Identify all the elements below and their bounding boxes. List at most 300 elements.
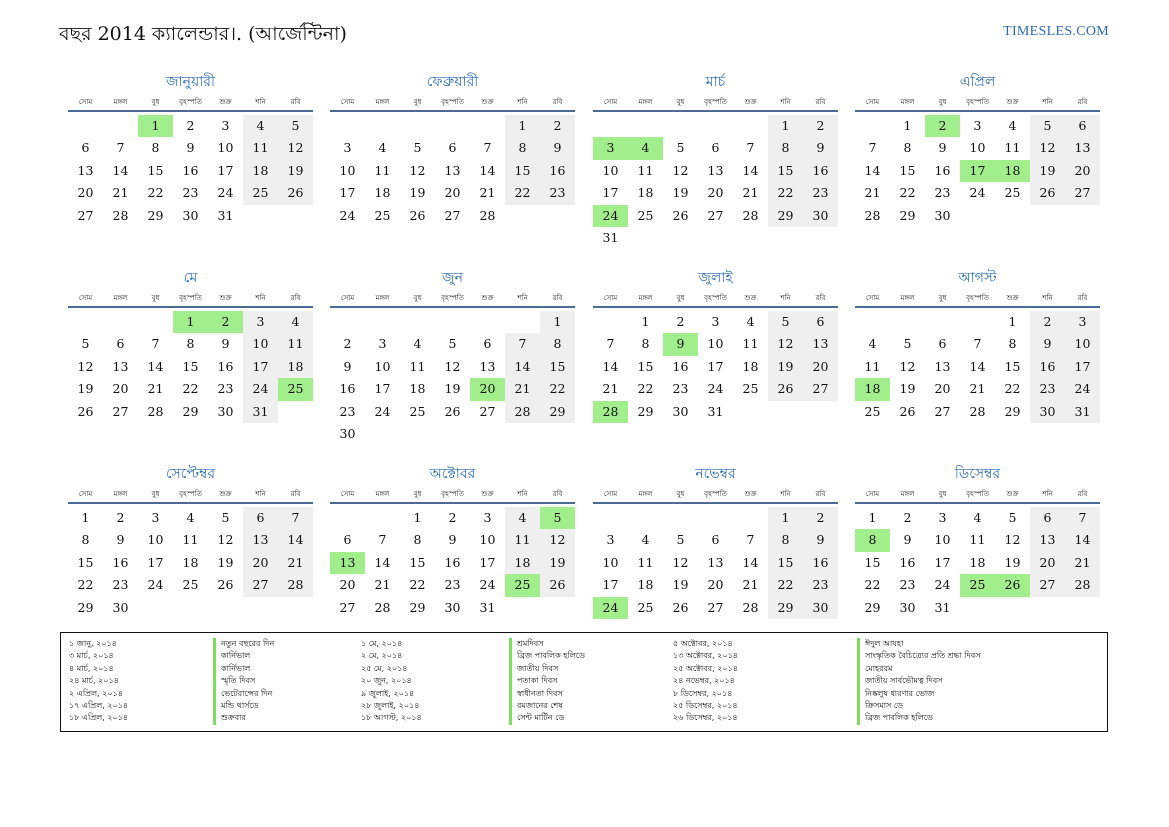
weekday-header bbox=[68, 292, 313, 308]
day-cell: 31 bbox=[934, 599, 951, 615]
day-cell: 30 bbox=[803, 205, 838, 227]
day-cell: 4 bbox=[973, 510, 982, 525]
day-cell: 4 bbox=[378, 140, 387, 156]
day-cell: 15 bbox=[864, 554, 881, 570]
day-cell: 27 bbox=[803, 378, 838, 400]
day-cell: 9 bbox=[540, 137, 575, 159]
day-cell: 12 bbox=[672, 162, 689, 178]
weekday-label: শনি bbox=[780, 294, 791, 302]
day-cell: 22 bbox=[147, 185, 164, 201]
day-cell: 20 bbox=[707, 185, 724, 201]
weekday-label: বৃহস্পতি bbox=[441, 490, 464, 498]
day-grid bbox=[68, 311, 313, 423]
weekday-label: মঙ্গল bbox=[113, 490, 128, 498]
legend-date: ৫ অক্টোবর, ২০১৪ bbox=[673, 639, 733, 648]
day-cell: 6 bbox=[243, 507, 278, 529]
weekday-label: সোম bbox=[340, 294, 355, 302]
day-cell: 19 bbox=[899, 381, 916, 397]
day-cell: 21 bbox=[374, 577, 391, 593]
empty-cell bbox=[925, 311, 960, 333]
day-cell: 9 bbox=[938, 140, 947, 156]
day-cell: 4 bbox=[505, 507, 540, 529]
empty-cell bbox=[435, 115, 470, 137]
legend-date: ১ মে, ২০১৪ bbox=[361, 639, 403, 648]
empty-cell bbox=[330, 507, 365, 529]
day-cell: 14 bbox=[479, 162, 496, 178]
weekday-label: মঙ্গল bbox=[638, 98, 653, 106]
weekday-label: সোম bbox=[865, 98, 880, 106]
day-cell: 27 bbox=[339, 599, 356, 615]
day-cell: 18 bbox=[637, 185, 654, 201]
day-cell: 26 bbox=[1030, 182, 1065, 204]
weekday-label: বৃহস্পতি bbox=[179, 98, 202, 106]
weekday-header bbox=[593, 488, 838, 504]
day-cell: 3 bbox=[221, 118, 230, 133]
empty-cell bbox=[435, 311, 470, 333]
weekday-header bbox=[593, 292, 838, 308]
day-cell: 11 bbox=[864, 358, 881, 374]
day-cell: 25 bbox=[637, 599, 654, 615]
day-cell: 26 bbox=[899, 403, 916, 419]
day-cell: 16 bbox=[182, 162, 199, 178]
day-cell: 26 bbox=[995, 574, 1030, 596]
day-cell: 11 bbox=[409, 358, 426, 374]
day-cell: 16 bbox=[444, 554, 461, 570]
weekday-label: বৃহস্পতি bbox=[441, 98, 464, 106]
day-cell: 12 bbox=[540, 529, 575, 551]
weekday-label: মঙ্গল bbox=[900, 490, 915, 498]
holiday-legend bbox=[60, 632, 1108, 732]
legend-date: ২৬ ডিসেম্বর, ২০১৪ bbox=[673, 713, 738, 723]
day-cell: 6 bbox=[1030, 507, 1065, 529]
legend-holiday-name: রমজানের শেষ bbox=[509, 700, 585, 712]
day-cell: 2 bbox=[448, 510, 457, 525]
day-cell: 10 bbox=[602, 554, 619, 570]
weekday-label: শনি bbox=[517, 490, 528, 498]
day-cell: 9 bbox=[1030, 333, 1065, 355]
month-calendar bbox=[68, 72, 313, 227]
day-cell: 14 bbox=[505, 356, 540, 378]
legend-date: ১৮ এপ্রিল, ২০১৪ bbox=[69, 713, 129, 723]
day-cell: 24 bbox=[243, 378, 278, 400]
weekday-header bbox=[330, 488, 575, 504]
day-cell: 8 bbox=[151, 140, 160, 156]
month-name: ফেব্রুয়ারী bbox=[426, 74, 479, 90]
weekday-label: মঙ্গল bbox=[638, 490, 653, 498]
weekday-label: বৃহস্পতি bbox=[966, 294, 989, 302]
day-cell: 5 bbox=[768, 311, 803, 333]
day-cell: 6 bbox=[1065, 115, 1100, 137]
day-cell: 16 bbox=[803, 552, 838, 574]
day-cell: 7 bbox=[606, 336, 615, 352]
empty-cell bbox=[960, 311, 995, 333]
day-cell: 9 bbox=[663, 333, 698, 355]
day-cell: 30 bbox=[803, 597, 838, 619]
day-cell: 6 bbox=[343, 532, 352, 548]
empty-cell bbox=[628, 507, 663, 529]
day-cell: 6 bbox=[803, 311, 838, 333]
day-cell: 25 bbox=[864, 403, 881, 419]
legend-date: ৩ মার্চ, ২০১৪ bbox=[69, 651, 114, 661]
day-cell: 11 bbox=[278, 333, 313, 355]
day-cell: 10 bbox=[374, 358, 391, 374]
weekday-label: শনি bbox=[255, 490, 266, 498]
day-cell: 5 bbox=[540, 507, 575, 529]
day-cell: 26 bbox=[217, 577, 234, 593]
day-cell: 30 bbox=[1030, 401, 1065, 423]
weekday-label: শনি bbox=[517, 294, 528, 302]
empty-cell bbox=[890, 311, 925, 333]
day-cell: 25 bbox=[182, 577, 199, 593]
day-cell: 15 bbox=[77, 554, 94, 570]
weekday-header bbox=[855, 488, 1100, 504]
day-cell: 27 bbox=[1030, 574, 1065, 596]
day-cell: 4 bbox=[186, 510, 195, 525]
day-cell: 29 bbox=[540, 401, 575, 423]
day-cell: 7 bbox=[1065, 507, 1100, 529]
empty-cell bbox=[855, 115, 890, 137]
day-cell: 15 bbox=[768, 552, 803, 574]
day-cell: 7 bbox=[868, 140, 877, 156]
day-cell: 14 bbox=[742, 162, 759, 178]
day-grid bbox=[330, 311, 575, 445]
day-cell: 18 bbox=[243, 160, 278, 182]
empty-cell bbox=[470, 311, 505, 333]
day-cell: 6 bbox=[448, 140, 457, 156]
day-cell: 10 bbox=[707, 336, 724, 352]
day-cell: 5 bbox=[448, 336, 457, 352]
day-cell: 3 bbox=[483, 510, 492, 525]
day-cell: 25 bbox=[1004, 185, 1021, 201]
legend-date: ১৮ আগস্ট, ২০১৪ bbox=[361, 713, 422, 723]
weekday-label: রবি bbox=[815, 490, 826, 498]
month-name: জুলাই bbox=[698, 270, 733, 286]
legend-holiday-name: মন্ডি থার্সডে bbox=[213, 700, 274, 712]
day-cell: 31 bbox=[217, 207, 234, 223]
day-cell: 2 bbox=[540, 115, 575, 137]
day-cell: 9 bbox=[803, 137, 838, 159]
day-cell: 12 bbox=[768, 333, 803, 355]
day-cell: 23 bbox=[339, 403, 356, 419]
day-cell: 3 bbox=[711, 314, 720, 329]
day-cell: 26 bbox=[77, 403, 94, 419]
weekday-label: বুধ bbox=[413, 490, 422, 498]
day-cell: 23 bbox=[217, 381, 234, 397]
weekday-label: রবি bbox=[552, 490, 563, 498]
day-cell: 1 bbox=[173, 311, 208, 333]
day-cell: 20 bbox=[470, 378, 505, 400]
day-cell: 29 bbox=[768, 597, 803, 619]
day-cell: 21 bbox=[112, 185, 129, 201]
day-cell: 16 bbox=[540, 160, 575, 182]
day-cell: 4 bbox=[868, 336, 877, 352]
site-link[interactable]: TIMESLES.COM bbox=[1003, 24, 1109, 39]
day-cell: 5 bbox=[676, 140, 685, 156]
legend-date: ২ মে, ২০১৪ bbox=[361, 651, 403, 661]
day-cell: 15 bbox=[899, 162, 916, 178]
day-cell: 30 bbox=[182, 207, 199, 223]
day-cell: 3 bbox=[343, 140, 352, 156]
weekday-label: সোম bbox=[340, 490, 355, 498]
weekday-label: শুক্র bbox=[481, 294, 494, 302]
day-cell: 13 bbox=[707, 162, 724, 178]
day-cell: 10 bbox=[147, 532, 164, 548]
weekday-header bbox=[855, 292, 1100, 308]
day-cell: 3 bbox=[606, 532, 615, 548]
day-cell: 15 bbox=[1004, 358, 1021, 374]
legend-date: ২৫ অক্টোবর, ২০১৪ bbox=[673, 663, 738, 673]
day-cell: 21 bbox=[147, 381, 164, 397]
weekday-label: সোম bbox=[865, 294, 880, 302]
day-cell: 22 bbox=[540, 378, 575, 400]
day-cell: 7 bbox=[973, 336, 982, 352]
day-cell: 28 bbox=[147, 403, 164, 419]
weekday-label: বৃহস্পতি bbox=[704, 294, 727, 302]
day-cell: 16 bbox=[803, 160, 838, 182]
day-cell: 30 bbox=[112, 599, 129, 615]
day-cell: 23 bbox=[803, 182, 838, 204]
day-cell: 6 bbox=[116, 336, 125, 352]
day-cell: 13 bbox=[803, 333, 838, 355]
day-grid bbox=[68, 507, 313, 619]
day-cell: 25 bbox=[742, 381, 759, 397]
day-cell: 15 bbox=[409, 554, 426, 570]
weekday-label: বৃহস্পতি bbox=[179, 490, 202, 498]
weekday-label: শনি bbox=[1042, 98, 1053, 106]
day-cell: 18 bbox=[409, 381, 426, 397]
day-cell: 22 bbox=[505, 182, 540, 204]
day-cell: 24 bbox=[593, 597, 628, 619]
day-cell: 2 bbox=[903, 510, 912, 525]
legend-holiday-name: ব্রিজ পাবলিক হলিডে bbox=[509, 650, 585, 662]
day-cell: 29 bbox=[182, 403, 199, 419]
weekday-label: শনি bbox=[780, 490, 791, 498]
day-cell: 9 bbox=[448, 532, 457, 548]
legend-holiday-name: জাতীয় দিবস bbox=[509, 663, 585, 675]
day-cell: 22 bbox=[409, 577, 426, 593]
legend-date: ১৭ এপ্রিল, ২০১৪ bbox=[69, 700, 129, 710]
day-grid bbox=[855, 115, 1100, 227]
empty-cell bbox=[330, 115, 365, 137]
day-cell: 30 bbox=[934, 207, 951, 223]
day-cell: 4 bbox=[628, 137, 663, 159]
legend-date: ২৮ জুলাই, ২০১৪ bbox=[361, 700, 420, 710]
day-cell: 23 bbox=[444, 577, 461, 593]
legend-holiday-name: ভেটেরান্সের দিন bbox=[213, 688, 274, 700]
day-cell: 13 bbox=[479, 358, 496, 374]
day-cell: 31 bbox=[602, 229, 619, 245]
day-cell: 14 bbox=[742, 554, 759, 570]
day-cell: 8 bbox=[855, 529, 890, 551]
day-cell: 24 bbox=[217, 185, 234, 201]
legend-holiday-name: শ্রমদিবস bbox=[509, 638, 585, 650]
day-cell: 11 bbox=[637, 554, 654, 570]
day-cell: 7 bbox=[278, 507, 313, 529]
day-cell: 18 bbox=[278, 356, 313, 378]
legend-holiday-name: কার্নিভাল bbox=[213, 650, 274, 662]
day-cell: 14 bbox=[602, 358, 619, 374]
weekday-label: শুক্র bbox=[1006, 490, 1019, 498]
day-cell: 15 bbox=[768, 160, 803, 182]
weekday-label: মঙ্গল bbox=[900, 294, 915, 302]
legend-date-column bbox=[69, 638, 128, 725]
day-grid bbox=[593, 507, 838, 619]
day-cell: 20 bbox=[707, 577, 724, 593]
day-cell: 27 bbox=[243, 574, 278, 596]
day-cell: 10 bbox=[969, 140, 986, 156]
day-cell: 10 bbox=[243, 333, 278, 355]
day-cell: 22 bbox=[864, 577, 881, 593]
day-cell: 9 bbox=[186, 140, 195, 156]
day-cell: 9 bbox=[343, 358, 352, 374]
day-cell: 17 bbox=[243, 356, 278, 378]
weekday-label: সোম bbox=[603, 98, 618, 106]
month-name: নভেম্বর bbox=[695, 466, 736, 482]
day-cell: 2 bbox=[343, 336, 352, 352]
day-cell: 25 bbox=[409, 403, 426, 419]
day-cell: 7 bbox=[505, 333, 540, 355]
weekday-label: সোম bbox=[78, 294, 93, 302]
day-cell: 17 bbox=[602, 185, 619, 201]
day-cell: 18 bbox=[637, 577, 654, 593]
month-calendar bbox=[855, 464, 1100, 619]
empty-cell bbox=[505, 311, 540, 333]
day-cell: 1 bbox=[768, 115, 803, 137]
legend-holiday-name: নিষ্কলুষ ধারণার ভোজ bbox=[857, 688, 980, 700]
weekday-label: বৃহস্পতি bbox=[966, 98, 989, 106]
empty-cell bbox=[663, 115, 698, 137]
day-cell: 2 bbox=[1030, 311, 1065, 333]
day-cell: 8 bbox=[413, 532, 422, 548]
weekday-header bbox=[593, 96, 838, 112]
weekday-label: রবি bbox=[1077, 490, 1088, 498]
weekday-label: শুক্র bbox=[1006, 98, 1019, 106]
day-cell: 2 bbox=[803, 507, 838, 529]
empty-cell bbox=[733, 115, 768, 137]
weekday-label: রবি bbox=[552, 294, 563, 302]
day-cell: 27 bbox=[1065, 182, 1100, 204]
day-cell: 1 bbox=[138, 115, 173, 137]
day-cell: 19 bbox=[1030, 160, 1065, 182]
empty-cell bbox=[470, 115, 505, 137]
weekday-label: শুক্র bbox=[744, 98, 757, 106]
empty-cell bbox=[365, 115, 400, 137]
day-cell: 20 bbox=[934, 381, 951, 397]
day-cell: 3 bbox=[1065, 311, 1100, 333]
weekday-label: বুধ bbox=[938, 294, 947, 302]
day-cell: 20 bbox=[112, 381, 129, 397]
day-cell: 18 bbox=[374, 185, 391, 201]
legend-date: ২৫ মে, ২০১৪ bbox=[361, 663, 408, 673]
legend-date: ২৪ নভেম্বর, ২০১৪ bbox=[673, 676, 735, 686]
day-cell: 18 bbox=[969, 554, 986, 570]
day-cell: 27 bbox=[707, 599, 724, 615]
legend-holiday-name: ব্রিজ পাবলিক হলিডে bbox=[857, 712, 980, 724]
day-cell: 23 bbox=[934, 185, 951, 201]
day-cell: 12 bbox=[1030, 137, 1065, 159]
day-cell: 17 bbox=[374, 381, 391, 397]
legend-holiday-name: পতাকা দিবস bbox=[509, 675, 585, 687]
empty-cell bbox=[103, 311, 138, 333]
day-cell: 29 bbox=[409, 599, 426, 615]
legend-holiday-name: স্মৃতি দিবস bbox=[213, 675, 274, 687]
day-cell: 28 bbox=[479, 207, 496, 223]
day-cell: 28 bbox=[112, 207, 129, 223]
day-cell: 14 bbox=[864, 162, 881, 178]
day-cell: 7 bbox=[378, 532, 387, 548]
weekday-label: মঙ্গল bbox=[113, 98, 128, 106]
day-cell: 20 bbox=[444, 185, 461, 201]
day-cell: 8 bbox=[186, 336, 195, 352]
month-name: ডিসেম্বর bbox=[954, 466, 1001, 482]
day-cell: 20 bbox=[1030, 552, 1065, 574]
day-cell: 20 bbox=[339, 577, 356, 593]
day-cell: 5 bbox=[1008, 510, 1017, 525]
day-cell: 16 bbox=[112, 554, 129, 570]
day-cell: 21 bbox=[742, 577, 759, 593]
day-grid bbox=[68, 115, 313, 227]
day-cell: 16 bbox=[339, 381, 356, 397]
day-cell: 3 bbox=[938, 510, 947, 525]
day-cell: 27 bbox=[77, 207, 94, 223]
day-cell: 19 bbox=[1004, 554, 1021, 570]
day-cell: 5 bbox=[903, 336, 912, 352]
day-cell: 30 bbox=[672, 403, 689, 419]
day-cell: 21 bbox=[1065, 552, 1100, 574]
legend-name-column bbox=[509, 638, 585, 725]
day-cell: 25 bbox=[505, 574, 540, 596]
day-cell: 29 bbox=[637, 403, 654, 419]
day-cell: 8 bbox=[1008, 336, 1017, 352]
day-cell: 28 bbox=[374, 599, 391, 615]
month-name: আগস্ট bbox=[958, 270, 997, 286]
empty-cell bbox=[68, 115, 103, 137]
day-cell: 27 bbox=[479, 403, 496, 419]
day-cell: 11 bbox=[243, 137, 278, 159]
month-name: জুন bbox=[442, 270, 463, 286]
day-cell: 17 bbox=[934, 554, 951, 570]
legend-holiday-name: কার্নিভাল bbox=[213, 663, 274, 675]
day-cell: 1 bbox=[641, 314, 650, 329]
day-cell: 13 bbox=[330, 552, 365, 574]
day-cell: 19 bbox=[540, 552, 575, 574]
day-cell: 18 bbox=[995, 160, 1030, 182]
month-name: জানুয়ারী bbox=[166, 74, 215, 90]
day-grid bbox=[855, 507, 1100, 619]
day-cell: 8 bbox=[641, 336, 650, 352]
day-cell: 20 bbox=[1065, 160, 1100, 182]
day-cell: 23 bbox=[182, 185, 199, 201]
day-cell: 24 bbox=[374, 403, 391, 419]
day-cell: 18 bbox=[182, 554, 199, 570]
day-cell: 2 bbox=[186, 118, 195, 133]
day-cell: 23 bbox=[112, 577, 129, 593]
day-cell: 14 bbox=[969, 358, 986, 374]
day-cell: 19 bbox=[768, 356, 803, 378]
day-cell: 12 bbox=[409, 162, 426, 178]
day-cell: 28 bbox=[742, 599, 759, 615]
day-cell: 18 bbox=[742, 358, 759, 374]
month-name: মে bbox=[183, 270, 198, 286]
day-cell: 8 bbox=[81, 532, 90, 548]
day-cell: 6 bbox=[938, 336, 947, 352]
day-cell: 11 bbox=[374, 162, 391, 178]
month-calendar bbox=[593, 268, 838, 423]
weekday-label: শনি bbox=[255, 294, 266, 302]
legend-date: ৪ মার্চ, ২০১৪ bbox=[69, 663, 114, 673]
day-cell: 15 bbox=[505, 160, 540, 182]
day-cell: 10 bbox=[217, 140, 234, 156]
